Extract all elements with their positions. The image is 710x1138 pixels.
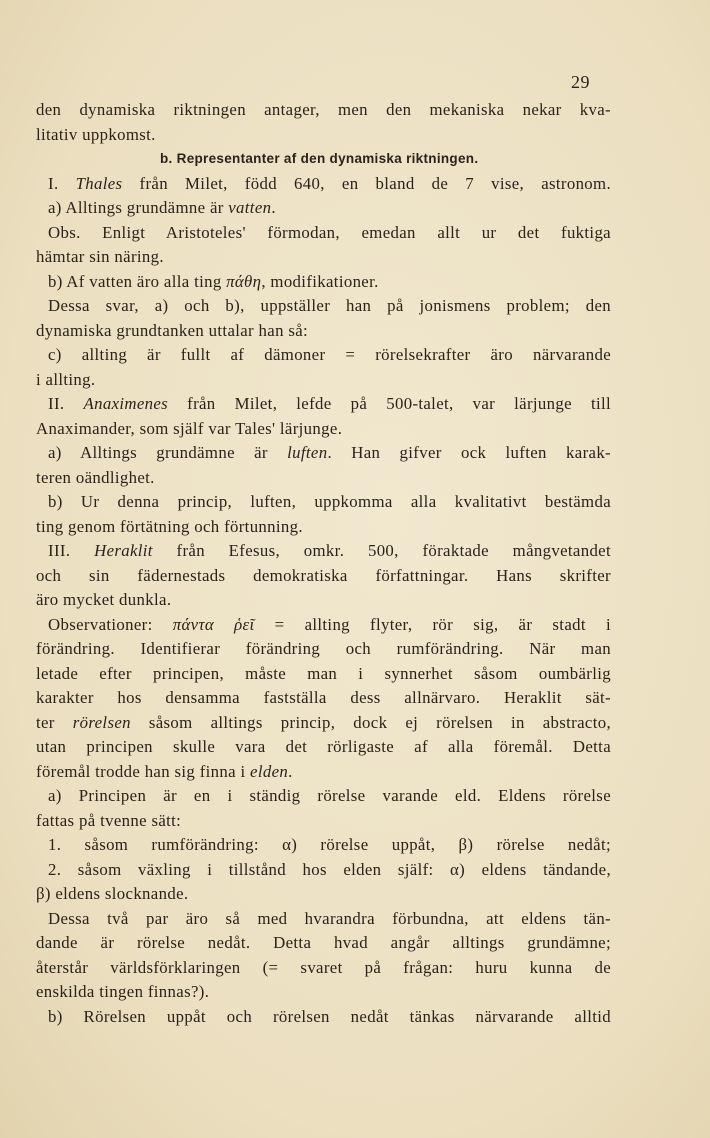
text-line: III. Heraklit från Efesus, omkr. 500, föraktade mångvetandet bbox=[48, 541, 611, 560]
text-line: I. Thales från Milet, född 640, en bland de 7 vise, astronom. bbox=[48, 173, 611, 193]
text-line: 1. såsom rumförändring: α) rörelse uppåt, β) rörelse nedåt; bbox=[48, 835, 611, 854]
text-line: i allting. bbox=[36, 369, 96, 389]
text-line: dynamiska grundtanken uttalar han så: bbox=[36, 320, 309, 340]
text-line: β) eldens slocknande. bbox=[36, 884, 189, 903]
page-number: 29 bbox=[571, 72, 590, 92]
text-line: ting genom förtätning och förtunning. bbox=[36, 516, 303, 536]
text-line: karakter hos densamma fastställa dess allnärvaro. Heraklit sät- bbox=[36, 688, 611, 707]
text-line: a) Alltings grundämne är luften. Han gifver ock luften karak- bbox=[48, 443, 611, 462]
text-line: Dessa svar, a) och b), uppställer han på jonismens problem; den bbox=[48, 296, 611, 315]
text-line: a) Alltings grundämne är vatten. bbox=[48, 198, 276, 217]
text-line: Obs. Enligt Aristoteles' förmodan, emedan allt ur det fuktiga bbox=[48, 222, 611, 242]
text-line: enskilda tingen finnas?). bbox=[36, 982, 210, 1001]
text-line: Observationer: πάντα ῥεῖ = allting flyter, rör sig, är stadt i bbox=[48, 614, 612, 634]
text-line: dande är rörelse nedåt. Detta hvad angår alltings grundämne; bbox=[36, 933, 611, 952]
section-heading: b. Representanter af den dynamiska riktningen. bbox=[160, 151, 479, 166]
text-line: förändring. Identifierar förändring och rumförändring. När man bbox=[36, 639, 611, 658]
text-line: 2. såsom växling i tillstånd hos elden själf: α) eldens tändande, bbox=[48, 859, 611, 879]
text-line: föremål trodde han sig finna i elden. bbox=[36, 761, 293, 781]
text-line: II. Anaximenes från Milet, lefde på 500-talet, var lärjunge till bbox=[48, 394, 612, 413]
text-line: teren oändlighet. bbox=[36, 467, 155, 487]
text-line: a) Principen är en i ständig rörelse varande eld. Eldens rörelse bbox=[48, 786, 611, 805]
text-line: återstår världsförklaringen (= svaret på frågan: huru kunna de bbox=[36, 957, 611, 977]
text-line: b) Ur denna princip, luften, uppkomma alla kvalitativt bestämda bbox=[48, 492, 611, 511]
text-line: ter rörelsen såsom alltings princip, dock ej rörelsen in abstracto, bbox=[36, 712, 611, 732]
text-line: hämtar sin näring. bbox=[36, 247, 164, 266]
text-line: Anaximander, som själf var Tales' lärjunge. bbox=[36, 418, 343, 438]
text-line: den dynamiska riktningen antager, men den mekaniska nekar kva- bbox=[36, 100, 611, 119]
body-text bbox=[36, 98, 611, 1029]
text-line: äro mycket dunkla. bbox=[36, 590, 172, 609]
text-line: fattas på tvenne sätt: bbox=[36, 810, 182, 830]
text-line: och sin fädernestads demokratiska författningar. Hans skrifter bbox=[36, 565, 611, 585]
text-line: utan principen skulle vara det rörligaste af alla föremål. Detta bbox=[36, 737, 611, 756]
text-line: letade efter principen, måste man i synnerhet såsom oumbärlig bbox=[36, 663, 611, 683]
text-line: Dessa två par äro så med hvarandra förbundna, att eldens tän- bbox=[48, 908, 611, 928]
text-line: b) Rörelsen uppåt och rörelsen nedåt tänkas närvarande alltid bbox=[48, 1006, 611, 1026]
text-line: b) Af vatten äro alla ting πάθη, modifikationer. bbox=[48, 271, 379, 291]
text-line: litativ uppkomst. bbox=[36, 124, 156, 144]
text-line: c) allting är fullt af dämoner = rörelsekrafter äro närvarande bbox=[48, 345, 611, 364]
